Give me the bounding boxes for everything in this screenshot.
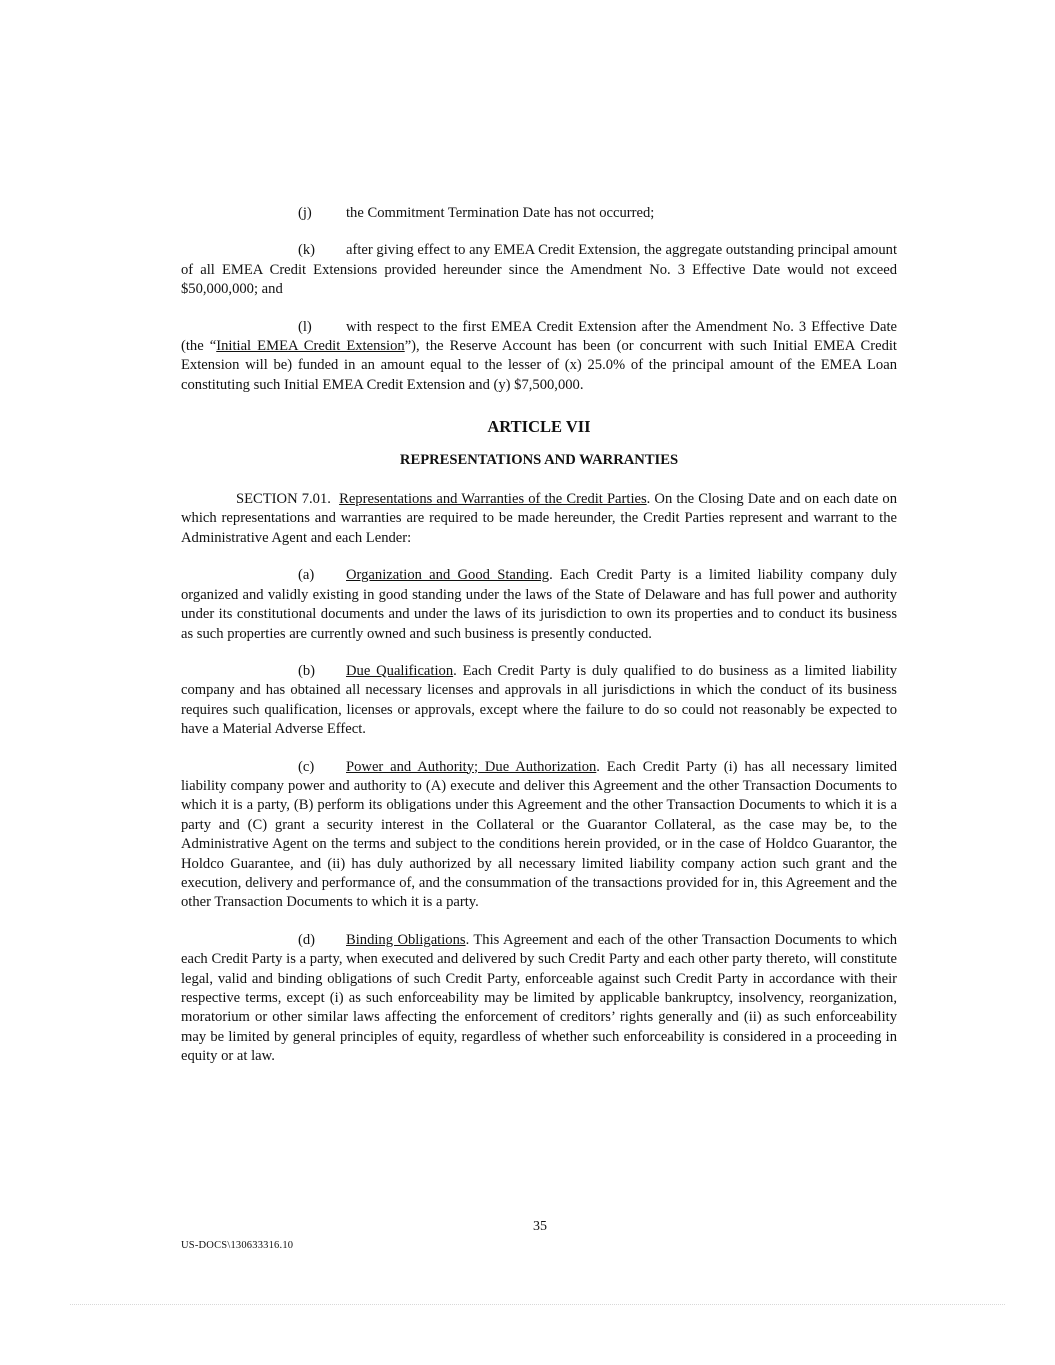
- rep-text: . Each Credit Party is duly qualified to do business as a limited liability company and has obtained all necessary licenses and approvals in all jurisdictions in which the conduct of its business requires such qualification, licenses or approvals, except where the failure to do so could not reasonably be expected to have a Material Adverse Effect.: [181, 662, 897, 738]
- rep-d: [181, 931, 897, 1067]
- clause-k: [181, 241, 897, 299]
- clause-text-after: ”), the Reserve Account has been (or concurrent with such Initial EMEA Credit Extension will be) funded in an amount equal to the lesser of (x) 25.0% of the principal amount of the EMEA Loan constituting such Initial EMEA Credit Extension and (y) $7,500,000.: [181, 338, 897, 393]
- defined-term: Initial EMEA Credit Extension: [216, 338, 405, 355]
- rep-label: (d): [298, 931, 316, 948]
- article-subtitle: REPRESENTATIONS AND WARRANTIES: [399, 451, 679, 468]
- rep-heading: Due Qualification: [346, 662, 454, 679]
- document-id: US-DOCS\130633316.10: [181, 1240, 294, 1251]
- clause-label: (l): [298, 318, 312, 335]
- rep-text: . Each Credit Party (i) has all necessary limited liability company power and authority to (A) execute and deliver this Agreement and the other Transaction Documents to which it is a party, (B) perform its obligations under this Agreement and the other Transaction Documents to which it is a party and (C) grant a security interest in the Collateral or the Guarantor Collateral, as the case may be, to the Administrative Agent on the terms and subject to the conditions herein provided, or in the case of Holdco Guarantor, the Holdco Guarantee, and (ii) has duly authorized by all necessary limited liability company action such grant and the execution, delivery and performance of, and the consummation of the transactions provided for in, this Agreement and the other Transaction Documents to which it is a party.: [181, 758, 897, 911]
- rep-label: (c): [298, 758, 315, 775]
- section-7-01: [181, 490, 897, 548]
- rep-heading: Binding Obligations: [346, 931, 466, 948]
- rep-heading: Power and Authority; Due Authorization: [346, 758, 597, 775]
- rep-b: [181, 662, 897, 740]
- clause-l: [181, 318, 897, 396]
- section-heading: Representations and Warranties of the Credit Parties: [339, 491, 647, 508]
- rep-a: [181, 566, 897, 644]
- clause-j: [298, 204, 897, 223]
- page-number: 35: [533, 1219, 547, 1234]
- rep-text: . Each Credit Party is a limited liability company duly organized and validly existing in good standing under the laws of the State of Delaware and has full power and authority under its constitutional documents and under the laws of its jurisdiction to own its properties and to conduct its business as such properties are currently owned and such business is presently conducted.: [181, 567, 897, 642]
- clause-text-before: with respect to the first EMEA Credit Extension after the Amendment No. 3 Effective Date (the “: [181, 318, 897, 355]
- section-number: SECTION 7.01.: [236, 491, 331, 508]
- article-title: ARTICLE VII: [487, 417, 591, 437]
- document-body: [181, 204, 897, 1085]
- rep-label: (b): [298, 662, 316, 679]
- rep-heading: Organization and Good Standing: [346, 567, 550, 584]
- rep-label: (a): [298, 567, 315, 584]
- clause-text: after giving effect to any EMEA Credit Extension, the aggregate outstanding principal amount of all EMEA Credit Extensions provided hereunder since the Amendment No. 3 Effective Date would not exceed $50,000,000; and: [181, 242, 897, 298]
- rep-text: . This Agreement and each of the other Transaction Documents to which each Credit Party is a party, when executed and delivered by such Credit Party and each other party thereto, will constitute legal, valid and binding obligations of such Credit Party, enforceable against such Credit Party in accordance with their respective terms, except (i) as such enforceability may be limited by applicable bankruptcy, insolvency, reorganization, moratorium or other similar laws affecting the enforcement of creditors’ rights generally and (ii) as such enforceability may be limited by general principles of equity, regardless of whether such enforceability is considered in a proceeding in equity or at law.: [181, 931, 897, 1065]
- clause-label: (j): [298, 205, 312, 221]
- clause-label: (k): [298, 242, 316, 259]
- rep-c: [181, 758, 897, 913]
- section-text: . On the Closing Date and on each date on which representations and warranties are required to be made hereunder, the Credit Parties represent and warrant to the Administrative Agent and each Lender:: [181, 491, 898, 546]
- clause-text: the Commitment Termination Date has not occurred;: [346, 205, 655, 221]
- page-edge-divider: [70, 1304, 1005, 1305]
